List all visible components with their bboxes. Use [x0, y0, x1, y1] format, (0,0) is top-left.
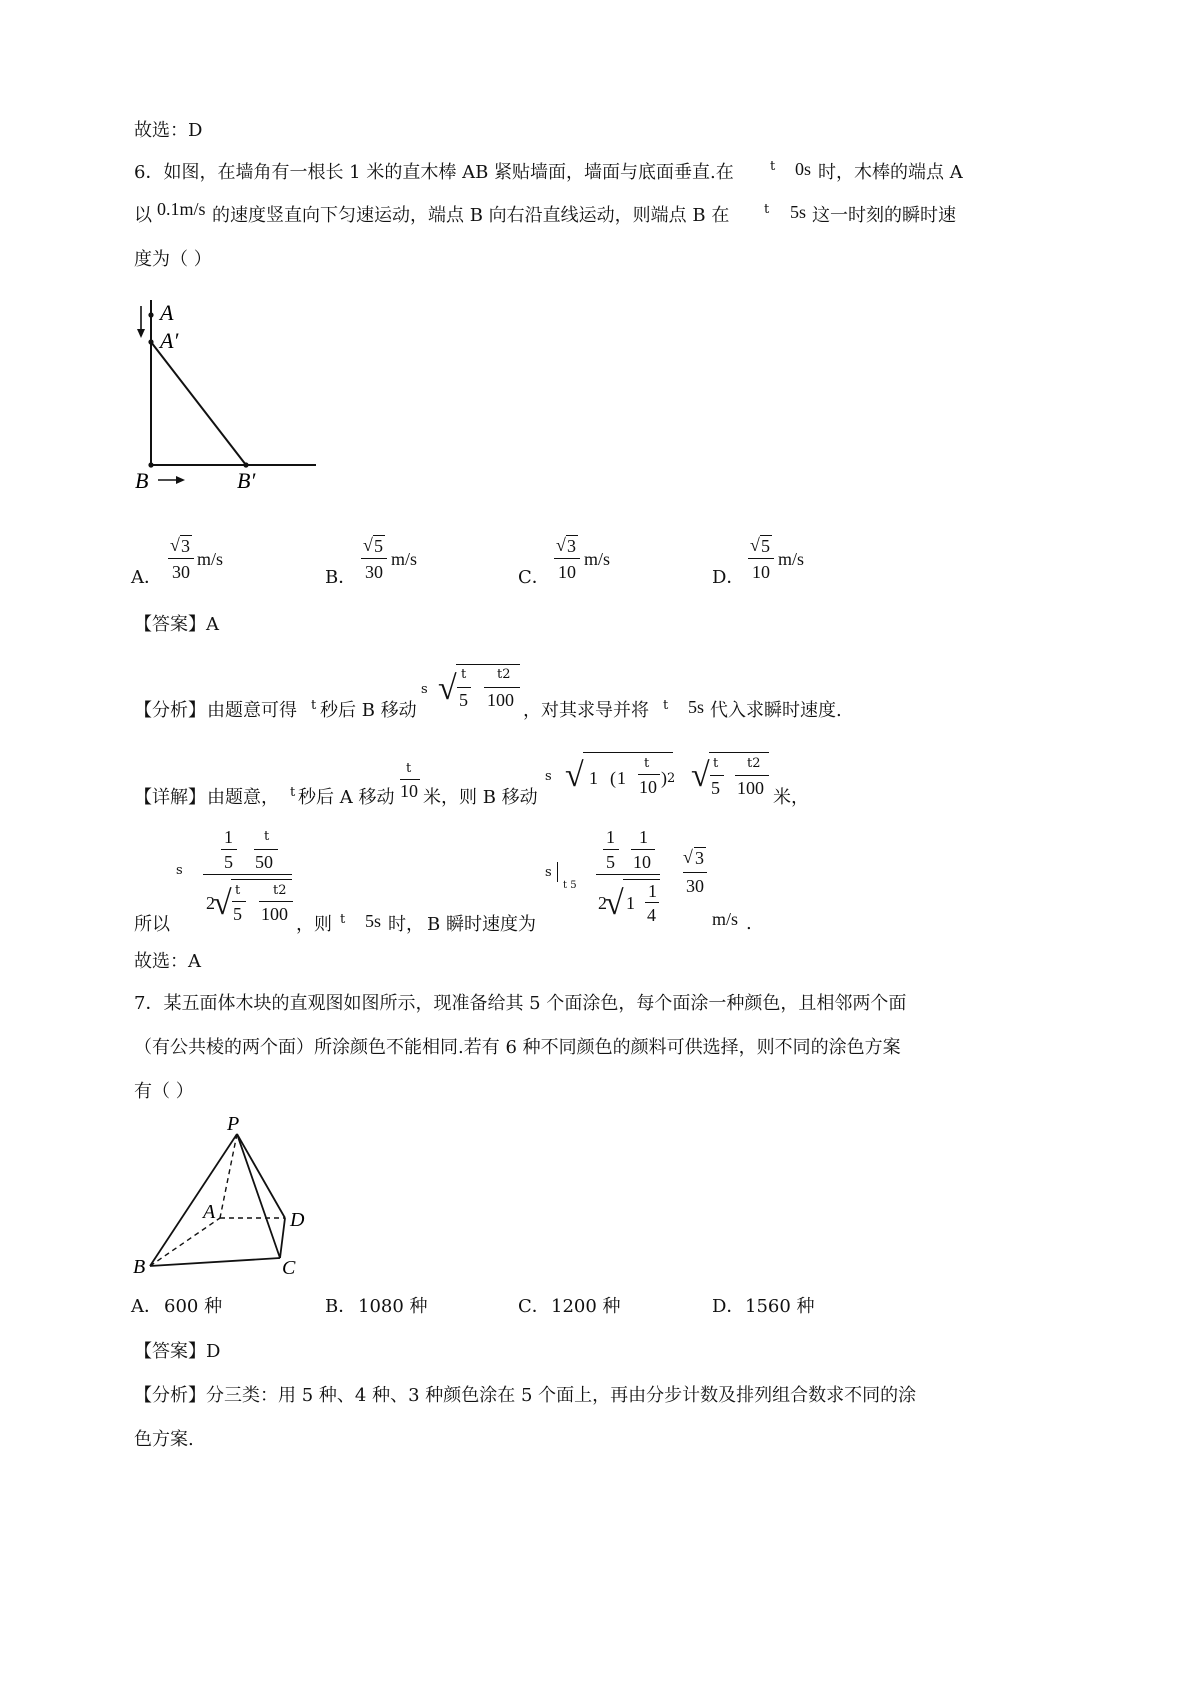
q7-analysis-2: 色方案. [134, 1429, 194, 1450]
radical-sign: √ [683, 847, 693, 867]
den-t: t [235, 883, 241, 898]
num-ten: 10 [633, 852, 651, 872]
den-frac-four: 4 [647, 905, 656, 925]
num-fifty: 50 [255, 852, 273, 872]
frac-num-t: t [406, 761, 412, 776]
q6-analysis-end: 代入求瞬时速度. [710, 700, 842, 721]
q6-option-a-letter: A． [131, 567, 162, 588]
q7-option-a-text: 600 种 [164, 1296, 223, 1317]
frac-den-5: 5 [459, 690, 468, 710]
q7-line2: （有公共棱的两个面）所涂颜色不能相同.若有 6 种不同颜色的颜料可供选择，则不同的涂色方案 [134, 1037, 901, 1058]
num-five: 5 [224, 852, 233, 872]
den-one: 1 [626, 893, 635, 913]
q6-five-s: 5s [790, 202, 807, 222]
q6-analysis-s: s [421, 682, 428, 697]
q6-option-b-unit: m/s [391, 549, 418, 569]
result-den: 30 [686, 876, 704, 896]
q6-detail-s: s [545, 769, 552, 784]
frac-num-t: t [644, 756, 650, 771]
q6-option-a-den: 30 [172, 562, 190, 582]
q6-rod-figure [120, 290, 330, 500]
num-t: t [264, 829, 270, 844]
q6-line1-post: 时，木棒的端点 A [818, 162, 963, 183]
q6-option-a-rad: 3 [181, 536, 190, 556]
q6-analysis-5s: 5s [688, 697, 705, 717]
q6-analysis-t2: t [663, 698, 669, 713]
den-t2: t2 [273, 883, 287, 898]
den-five: 5 [233, 904, 242, 924]
result-period: . [746, 913, 752, 934]
frac-num-t2: t2 [747, 756, 761, 771]
q6-speed: 0.1m/s [157, 199, 206, 219]
q6-detail-pre: 由题意， [207, 787, 279, 808]
previous-choice: 故选：D [134, 120, 203, 141]
q7-answer: 【答案】D [134, 1341, 221, 1362]
label-D: D [290, 1209, 305, 1231]
den-hundred: 100 [261, 904, 288, 924]
q6-line2-mid: 的速度竖直向下匀速运动，端点 B 向右沿直线运动，则端点 B 在 [212, 205, 730, 226]
result-unit: m/s [712, 909, 739, 929]
q6-detail-a: 秒后 A 移动 [298, 787, 395, 808]
frac-den-100: 100 [737, 778, 764, 798]
radical-sign: √ [565, 757, 584, 794]
q6-b-speed: B 瞬时速度为 [427, 914, 536, 935]
num-one: 1 [606, 827, 615, 847]
radical-sign: √ [556, 535, 566, 555]
q6-then-t: t [340, 912, 346, 927]
q7-option-b-text: 1080 种 [358, 1296, 428, 1317]
frac-den-5: 5 [711, 778, 720, 798]
q6-option-c-den: 10 [558, 562, 576, 582]
q6-choice: 故选：A [134, 951, 201, 972]
label-B: B [133, 1256, 146, 1278]
q6-analysis-mid: 秒后 B 移动 [320, 700, 417, 721]
frac-den-100: 100 [487, 690, 514, 710]
label-A-prime: A′ [160, 328, 179, 353]
q7-pyramid-figure [120, 1110, 330, 1280]
q6-analysis-pre: 由题意可得 [207, 700, 297, 721]
sub-t5: t 5 [563, 880, 577, 891]
num-five: 5 [606, 852, 615, 872]
q6-detail-mi: 米，则 B 移动 [423, 787, 538, 808]
q6-then-5s: 5s [365, 911, 382, 931]
radical-sign: √ [691, 757, 710, 794]
radical-sign: √ [605, 885, 624, 922]
q6-option-a-unit: m/s [197, 549, 224, 569]
q6-line1-pre: 6．如图，在墙角有一根长 1 米的直木棒 AB 紧贴墙面，墙面与底面垂直.在 [134, 162, 734, 183]
frac-den-10: 10 [400, 781, 418, 801]
q6-analysis-t: t [311, 698, 317, 713]
frac-num-t: t [461, 667, 467, 682]
radical-sign: √ [170, 535, 180, 555]
result-rad: 3 [695, 848, 704, 868]
q6-s-prime: s [176, 863, 183, 878]
q7-option-c-text: 1200 种 [551, 1296, 621, 1317]
q7-option-b-letter: B． [325, 1296, 357, 1317]
den-two: 2 [598, 893, 607, 913]
q6-analysis-post: ，对其求导并将 [523, 700, 649, 721]
q6-then: ，则 [296, 914, 332, 935]
q7-line3: 有（ ） [134, 1081, 194, 1102]
q6-option-d-rad: 5 [761, 536, 770, 556]
radical-sign: √ [363, 535, 373, 555]
q6-option-c-unit: m/s [584, 549, 611, 569]
q6-line3: 度为（ ） [134, 249, 212, 270]
den-two: 2 [206, 893, 215, 913]
q6-t-var-2: t [764, 202, 770, 217]
q6-answer: 【答案】A [134, 614, 219, 635]
q7-option-a-letter: A． [131, 1296, 162, 1317]
q6-s-eval: s [545, 865, 552, 880]
label-A: A [160, 300, 174, 325]
exponent-2: 2 [667, 771, 676, 786]
q6-line2-pre: 以 [134, 205, 152, 226]
q6-detail-label: 【详解】 [134, 787, 206, 808]
paren-open: ( [610, 768, 616, 788]
q7-analysis-1: 【分析】分三类：用 5 种、4 种、3 种颜色涂在 5 个面上，再由分步计数及排列组合数求不同的涂 [134, 1385, 917, 1406]
q6-t-var: t [770, 159, 776, 174]
label-B: B [135, 468, 149, 493]
den-frac-one: 1 [648, 881, 657, 901]
q6-detail-t: t [290, 785, 296, 800]
label-C: C [282, 1257, 296, 1279]
q6-option-d-letter: D． [712, 567, 745, 588]
q6-then-time: 时， [388, 914, 424, 935]
q6-option-c-rad: 3 [567, 536, 576, 556]
q6-option-b-rad: 5 [374, 536, 383, 556]
paren-close: ) [661, 768, 667, 788]
radical-sign: √ [750, 535, 760, 555]
q7-option-d-letter: D． [712, 1296, 745, 1317]
q6-option-b-den: 30 [365, 562, 383, 582]
frac-den-10: 10 [639, 777, 657, 797]
q6-option-d-den: 10 [752, 562, 770, 582]
label-A: A [203, 1201, 216, 1223]
inner-one: 1 [617, 768, 626, 788]
label-P: P [227, 1113, 240, 1135]
q7-line1: 7．某五面体木块的直观图如图所示，现准备给其 5 个面涂色，每个面涂一种颜色，且相邻两个面 [134, 993, 907, 1014]
q6-analysis-label: 【分析】 [134, 700, 206, 721]
q6-option-d-unit: m/s [778, 549, 805, 569]
q6-so: 所以 [134, 914, 170, 935]
sqrt-one: 1 [589, 768, 598, 788]
num-one-2: 1 [639, 827, 648, 847]
q6-option-c-letter: C． [518, 567, 550, 588]
q6-option-b-letter: B． [325, 567, 357, 588]
label-B-prime: B′ [237, 468, 256, 493]
q7-option-c-letter: C． [518, 1296, 550, 1317]
q6-line2-post: 这一时刻的瞬时速 [812, 205, 956, 226]
q6-zero-s: 0s [795, 159, 812, 179]
radical-sign: √ [213, 885, 232, 922]
frac-num-t2: t2 [497, 667, 511, 682]
q6-detail-mi2: 米， [773, 787, 809, 808]
num-one: 1 [224, 827, 233, 847]
frac-num-t: t [713, 756, 719, 771]
q7-option-d-text: 1560 种 [745, 1296, 815, 1317]
radical-sign: √ [438, 670, 457, 707]
